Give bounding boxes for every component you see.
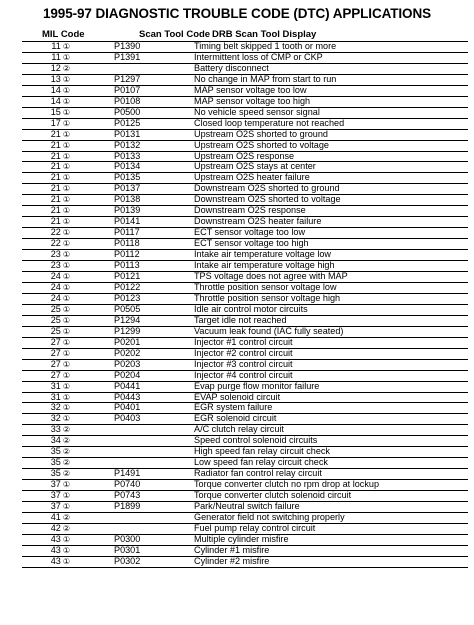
drb-display-text: Injector #4 control circuit bbox=[184, 370, 468, 381]
mil-code-cell bbox=[22, 63, 74, 74]
mil-code-cell bbox=[22, 337, 74, 348]
table-row bbox=[22, 480, 468, 491]
mil-code: 21 bbox=[50, 194, 61, 205]
scan-tool-code: P0118 bbox=[74, 239, 184, 250]
mil-code-cell bbox=[22, 359, 74, 370]
header-scan-tool-code: Scan Tool Code bbox=[139, 29, 211, 40]
table-row bbox=[22, 556, 468, 567]
table-row bbox=[22, 502, 468, 513]
table-row bbox=[22, 359, 468, 370]
mil-code: 24 bbox=[50, 282, 61, 292]
footnote-marker: ① bbox=[62, 337, 70, 347]
table-row bbox=[22, 173, 468, 184]
table-row bbox=[22, 436, 468, 447]
footnote-marker: ① bbox=[62, 74, 70, 84]
footnote-marker: ① bbox=[62, 392, 70, 402]
scan-tool-code: P0134 bbox=[74, 162, 184, 173]
table-row bbox=[22, 96, 468, 107]
table-row bbox=[22, 293, 468, 304]
scan-tool-code: P0107 bbox=[74, 85, 184, 96]
footnote-marker: ② bbox=[62, 447, 70, 457]
scan-tool-code: P0131 bbox=[74, 129, 184, 140]
table-row bbox=[22, 162, 468, 173]
footnote-marker: ① bbox=[62, 118, 70, 128]
table-row bbox=[22, 118, 468, 129]
mil-code-cell bbox=[22, 42, 74, 53]
drb-display-text: A/C clutch relay circuit bbox=[184, 425, 468, 436]
footnote-marker: ① bbox=[62, 304, 70, 314]
drb-display-text: Intermittent loss of CMP or CKP bbox=[184, 52, 468, 63]
mil-code-cell bbox=[22, 195, 74, 206]
table-row bbox=[22, 85, 468, 96]
scan-tool-code: P1390 bbox=[74, 42, 184, 53]
drb-display-text: Fuel pump relay control circuit bbox=[184, 523, 468, 534]
scan-tool-code: P0121 bbox=[74, 272, 184, 283]
mil-code-cell bbox=[22, 469, 74, 480]
table-row bbox=[22, 217, 468, 228]
mil-code-cell bbox=[22, 118, 74, 129]
table-row bbox=[22, 63, 468, 74]
drb-display-text: Target idle not reached bbox=[184, 315, 468, 326]
mil-code: 14 bbox=[50, 96, 61, 106]
mil-code-cell bbox=[22, 491, 74, 502]
mil-code: 27 bbox=[50, 337, 61, 347]
mil-code-cell bbox=[22, 326, 74, 337]
footnote-marker: ① bbox=[62, 326, 70, 336]
mil-code-cell bbox=[22, 304, 74, 315]
footnote-marker: ① bbox=[62, 261, 70, 271]
mil-code: 23 bbox=[50, 249, 61, 260]
table-row bbox=[22, 348, 468, 359]
mil-code-cell bbox=[22, 96, 74, 107]
mil-code: 42 bbox=[50, 523, 61, 533]
mil-code-cell bbox=[22, 239, 74, 250]
footnote-marker: ① bbox=[62, 206, 70, 216]
mil-code: 21 bbox=[50, 161, 61, 172]
mil-code-cell bbox=[22, 293, 74, 304]
footnote-marker: ② bbox=[62, 436, 70, 446]
footnote-marker: ① bbox=[62, 293, 70, 303]
drb-display-text: Injector #1 control circuit bbox=[184, 337, 468, 348]
scan-tool-code bbox=[74, 447, 184, 458]
mil-code: 21 bbox=[50, 172, 61, 183]
mil-code: 35 bbox=[50, 457, 61, 468]
footnote-marker: ① bbox=[62, 162, 70, 172]
scan-tool-code: P1297 bbox=[74, 74, 184, 85]
scan-tool-code: P0138 bbox=[74, 195, 184, 206]
footnote-marker: ① bbox=[62, 173, 70, 183]
footnote-marker: ① bbox=[62, 403, 70, 413]
table-row bbox=[22, 140, 468, 151]
footnote-marker: ① bbox=[62, 228, 70, 238]
table-row bbox=[22, 512, 468, 523]
footnote-marker: ② bbox=[62, 469, 70, 479]
footnote-marker: ① bbox=[62, 107, 70, 117]
table-row bbox=[22, 491, 468, 502]
scan-tool-code: P0301 bbox=[74, 545, 184, 556]
drb-display-text: EGR solenoid circuit bbox=[184, 414, 468, 425]
drb-display-text: Cylinder #2 misfire bbox=[184, 556, 468, 567]
mil-code-cell bbox=[22, 534, 74, 545]
drb-display-text: ECT sensor voltage too high bbox=[184, 239, 468, 250]
mil-code-cell bbox=[22, 261, 74, 272]
mil-code-cell bbox=[22, 173, 74, 184]
mil-code-cell bbox=[22, 52, 74, 63]
scan-tool-code: P1491 bbox=[74, 469, 184, 480]
scan-tool-code: P0113 bbox=[74, 261, 184, 272]
mil-code-cell bbox=[22, 228, 74, 239]
scan-tool-code: P0500 bbox=[74, 107, 184, 118]
footnote-marker: ① bbox=[62, 545, 70, 555]
drb-display-text: ECT sensor voltage too low bbox=[184, 228, 468, 239]
footnote-marker: ② bbox=[62, 425, 70, 435]
footnote-marker: ① bbox=[62, 480, 70, 490]
scan-tool-code: P0201 bbox=[74, 337, 184, 348]
mil-code: 43 bbox=[50, 556, 61, 566]
drb-display-text: No vehicle speed sensor signal bbox=[184, 107, 468, 118]
footnote-marker: ① bbox=[62, 85, 70, 95]
mil-code-cell bbox=[22, 217, 74, 228]
scan-tool-code: P0132 bbox=[74, 140, 184, 151]
table-row bbox=[22, 370, 468, 381]
scan-tool-code bbox=[74, 425, 184, 436]
mil-code-cell bbox=[22, 140, 74, 151]
mil-code-cell bbox=[22, 162, 74, 173]
mil-code-cell bbox=[22, 184, 74, 195]
table-row bbox=[22, 129, 468, 140]
footnote-marker: ① bbox=[62, 315, 70, 325]
drb-display-text: Downstream O2S heater failure bbox=[184, 217, 468, 228]
footnote-marker: ① bbox=[62, 195, 70, 205]
table-row bbox=[22, 282, 468, 293]
footnote-marker: ② bbox=[62, 63, 70, 73]
mil-code: 34 bbox=[50, 435, 61, 446]
mil-code: 21 bbox=[50, 183, 61, 194]
mil-code: 27 bbox=[50, 370, 61, 380]
mil-code: 27 bbox=[50, 359, 61, 369]
table-row bbox=[22, 315, 468, 326]
scan-tool-code: P0441 bbox=[74, 381, 184, 392]
drb-display-text: Downstream O2S response bbox=[184, 206, 468, 217]
footnote-marker: ① bbox=[62, 239, 70, 249]
mil-code-cell bbox=[22, 206, 74, 217]
dtc-table bbox=[22, 41, 468, 568]
mil-code-cell bbox=[22, 381, 74, 392]
drb-display-text: Battery disconnect bbox=[184, 63, 468, 74]
mil-code: 32 bbox=[50, 402, 61, 413]
scan-tool-code: P0133 bbox=[74, 151, 184, 162]
mil-code-cell bbox=[22, 282, 74, 293]
table-row bbox=[22, 425, 468, 436]
scan-tool-code: P1391 bbox=[74, 52, 184, 63]
mil-code: 12 bbox=[50, 63, 61, 73]
footnote-marker: ② bbox=[62, 458, 70, 468]
scan-tool-code: P0740 bbox=[74, 480, 184, 491]
table-row bbox=[22, 403, 468, 414]
scan-tool-code: P1294 bbox=[74, 315, 184, 326]
scan-tool-code: P0123 bbox=[74, 293, 184, 304]
drb-display-text: Radiator fan control relay circuit bbox=[184, 469, 468, 480]
table-row bbox=[22, 261, 468, 272]
drb-display-text: MAP sensor voltage too high bbox=[184, 96, 468, 107]
drb-display-text: Torque converter clutch no rpm drop at lockup bbox=[184, 480, 468, 491]
mil-code-cell bbox=[22, 556, 74, 567]
mil-code: 23 bbox=[50, 260, 61, 271]
drb-display-text: Torque converter clutch solenoid circuit bbox=[184, 491, 468, 502]
table-row bbox=[22, 534, 468, 545]
mil-code: 43 bbox=[50, 545, 61, 555]
drb-display-text: Throttle position sensor voltage high bbox=[184, 293, 468, 304]
footnote-marker: ① bbox=[62, 184, 70, 194]
mil-code-cell bbox=[22, 425, 74, 436]
scan-tool-code: P0401 bbox=[74, 403, 184, 414]
drb-display-text: No change in MAP from start to run bbox=[184, 74, 468, 85]
mil-code: 15 bbox=[50, 107, 61, 117]
drb-display-text: Closed loop temperature not reached bbox=[184, 118, 468, 129]
drb-display-text: Vacuum leak found (IAC fully seated) bbox=[184, 326, 468, 337]
mil-code-cell bbox=[22, 512, 74, 523]
mil-code-cell bbox=[22, 272, 74, 283]
table-row bbox=[22, 545, 468, 556]
mil-code-cell bbox=[22, 502, 74, 513]
mil-code: 35 bbox=[50, 446, 61, 457]
drb-display-text: Upstream O2S heater failure bbox=[184, 173, 468, 184]
footnote-marker: ① bbox=[62, 217, 70, 227]
drb-display-text: EVAP solenoid circuit bbox=[184, 392, 468, 403]
drb-display-text: Upstream O2S response bbox=[184, 151, 468, 162]
footnote-marker: ① bbox=[62, 348, 70, 358]
mil-code: 27 bbox=[50, 348, 61, 358]
scan-tool-code: P0443 bbox=[74, 392, 184, 403]
table-row bbox=[22, 414, 468, 425]
mil-code: 37 bbox=[50, 501, 61, 512]
mil-code-cell bbox=[22, 403, 74, 414]
drb-display-text: Upstream O2S stays at center bbox=[184, 162, 468, 173]
footnote-marker: ① bbox=[62, 370, 70, 380]
table-row bbox=[22, 206, 468, 217]
footnote-marker: ① bbox=[62, 556, 70, 566]
footnote-marker: ① bbox=[62, 502, 70, 512]
footnote-marker: ① bbox=[62, 414, 70, 424]
mil-code: 22 bbox=[50, 227, 61, 238]
table-row bbox=[22, 272, 468, 283]
scan-tool-code: P0141 bbox=[74, 217, 184, 228]
table-row bbox=[22, 337, 468, 348]
drb-display-text: Timing belt skipped 1 tooth or more bbox=[184, 42, 468, 53]
footnote-marker: ① bbox=[62, 272, 70, 282]
drb-display-text: Multiple cylinder misfire bbox=[184, 534, 468, 545]
table-row bbox=[22, 469, 468, 480]
mil-code-cell bbox=[22, 392, 74, 403]
scan-tool-code bbox=[74, 512, 184, 523]
scan-tool-code bbox=[74, 458, 184, 469]
footnote-marker: ① bbox=[62, 381, 70, 391]
mil-code-cell bbox=[22, 436, 74, 447]
mil-code: 13 bbox=[50, 74, 61, 84]
scan-tool-code: P0108 bbox=[74, 96, 184, 107]
table-row bbox=[22, 195, 468, 206]
footnote-marker: ① bbox=[62, 534, 70, 544]
table-row bbox=[22, 107, 468, 118]
footnote-marker: ① bbox=[62, 359, 70, 369]
drb-display-text: Intake air temperature voltage high bbox=[184, 261, 468, 272]
scan-tool-code: P0135 bbox=[74, 173, 184, 184]
mil-code: 32 bbox=[50, 413, 61, 424]
footnote-marker: ① bbox=[62, 140, 70, 150]
mil-code: 21 bbox=[50, 140, 61, 150]
mil-code: 33 bbox=[50, 424, 61, 435]
mil-code: 25 bbox=[50, 315, 61, 325]
mil-code: 11 bbox=[51, 52, 61, 62]
drb-display-text: Upstream O2S shorted to voltage bbox=[184, 140, 468, 151]
footnote-marker: ① bbox=[62, 491, 70, 501]
scan-tool-code: P0403 bbox=[74, 414, 184, 425]
header-mil-code: MIL Code bbox=[42, 29, 85, 40]
mil-code: 21 bbox=[50, 129, 61, 139]
drb-display-text: Throttle position sensor voltage low bbox=[184, 282, 468, 293]
drb-display-text: Intake air temperature voltage low bbox=[184, 250, 468, 261]
footnote-marker: ① bbox=[62, 52, 70, 62]
scan-tool-code: P0505 bbox=[74, 304, 184, 315]
scan-tool-code: P0137 bbox=[74, 184, 184, 195]
mil-code-cell bbox=[22, 447, 74, 458]
scan-tool-code bbox=[74, 63, 184, 74]
footnote-marker: ② bbox=[62, 523, 70, 533]
scan-tool-code: P0122 bbox=[74, 282, 184, 293]
footnote-marker: ① bbox=[62, 282, 70, 292]
drb-display-text: Injector #2 control circuit bbox=[184, 348, 468, 359]
mil-code: 31 bbox=[50, 381, 61, 391]
header-drb-display: DRB Scan Tool Display bbox=[212, 29, 317, 40]
mil-code: 17 bbox=[50, 118, 61, 128]
mil-code: 24 bbox=[50, 271, 61, 282]
mil-code-cell bbox=[22, 74, 74, 85]
scan-tool-code: P0112 bbox=[74, 250, 184, 261]
mil-code: 35 bbox=[50, 468, 61, 479]
drb-display-text: Speed control solenoid circuits bbox=[184, 436, 468, 447]
mil-code: 21 bbox=[50, 216, 61, 227]
drb-display-text: Downstream O2S shorted to voltage bbox=[184, 195, 468, 206]
mil-code-cell bbox=[22, 458, 74, 469]
drb-display-text: EGR system failure bbox=[184, 403, 468, 414]
table-row bbox=[22, 326, 468, 337]
footnote-marker: ① bbox=[62, 42, 70, 51]
drb-display-text: Idle air control motor circuits bbox=[184, 304, 468, 315]
footnote-marker: ① bbox=[62, 151, 70, 161]
drb-display-text: Cylinder #1 misfire bbox=[184, 545, 468, 556]
drb-display-text: Downstream O2S shorted to ground bbox=[184, 184, 468, 195]
scan-tool-code: P0202 bbox=[74, 348, 184, 359]
drb-display-text: TPS voltage does not agree with MAP bbox=[184, 272, 468, 283]
drb-display-text: Park/Neutral switch failure bbox=[184, 502, 468, 513]
table-row bbox=[22, 151, 468, 162]
mil-code: 43 bbox=[50, 534, 61, 544]
table-row bbox=[22, 52, 468, 63]
mil-code: 41 bbox=[50, 512, 61, 522]
footnote-marker: ① bbox=[62, 96, 70, 106]
mil-code-cell bbox=[22, 348, 74, 359]
drb-display-text: Evap purge flow monitor failure bbox=[184, 381, 468, 392]
mil-code: 25 bbox=[50, 304, 61, 314]
scan-tool-code: P0302 bbox=[74, 556, 184, 567]
mil-code-cell bbox=[22, 414, 74, 425]
scan-tool-code: P1899 bbox=[74, 502, 184, 513]
drb-display-text: Low speed fan relay circuit check bbox=[184, 458, 468, 469]
mil-code-cell bbox=[22, 129, 74, 140]
mil-code-cell bbox=[22, 315, 74, 326]
table-row bbox=[22, 304, 468, 315]
scan-tool-code: P1299 bbox=[74, 326, 184, 337]
mil-code: 21 bbox=[50, 151, 61, 161]
mil-code: 37 bbox=[50, 490, 61, 501]
table-row bbox=[22, 447, 468, 458]
mil-code-cell bbox=[22, 250, 74, 261]
drb-display-text: Upstream O2S shorted to ground bbox=[184, 129, 468, 140]
scan-tool-code bbox=[74, 436, 184, 447]
scan-tool-code: P0125 bbox=[74, 118, 184, 129]
scan-tool-code bbox=[74, 523, 184, 534]
mil-code-cell bbox=[22, 480, 74, 491]
scan-tool-code: P0203 bbox=[74, 359, 184, 370]
table-row bbox=[22, 250, 468, 261]
footnote-marker: ① bbox=[62, 129, 70, 139]
mil-code: 22 bbox=[50, 238, 61, 249]
page-title: 1995-97 DIAGNOSTIC TROUBLE CODE (DTC) APPLICATIONS bbox=[42, 6, 432, 21]
table-row bbox=[22, 228, 468, 239]
footnote-marker: ② bbox=[62, 512, 70, 522]
mil-code: 31 bbox=[50, 392, 61, 402]
table-row bbox=[22, 523, 468, 534]
mil-code: 21 bbox=[50, 205, 61, 216]
mil-code: 14 bbox=[50, 85, 61, 95]
mil-code-cell bbox=[22, 545, 74, 556]
table-row bbox=[22, 239, 468, 250]
mil-code: 24 bbox=[50, 293, 61, 303]
drb-display-text: MAP sensor voltage too low bbox=[184, 85, 468, 96]
scan-tool-code: P0117 bbox=[74, 228, 184, 239]
mil-code-cell bbox=[22, 85, 74, 96]
table-row bbox=[22, 42, 468, 53]
drb-display-text: Injector #3 control circuit bbox=[184, 359, 468, 370]
mil-code: 37 bbox=[50, 479, 61, 490]
footnote-marker: ① bbox=[62, 250, 70, 260]
scan-tool-code: P0139 bbox=[74, 206, 184, 217]
table-row bbox=[22, 392, 468, 403]
mil-code: 11 bbox=[51, 41, 61, 51]
mil-code-cell bbox=[22, 523, 74, 534]
table-row bbox=[22, 184, 468, 195]
table-row bbox=[22, 458, 468, 469]
table-row bbox=[22, 74, 468, 85]
drb-display-text: High speed fan relay circuit check bbox=[184, 447, 468, 458]
scan-tool-code: P0204 bbox=[74, 370, 184, 381]
table-row bbox=[22, 381, 468, 392]
column-headers bbox=[22, 29, 468, 40]
mil-code-cell bbox=[22, 151, 74, 162]
scan-tool-code: P0300 bbox=[74, 534, 184, 545]
scan-tool-code: P0743 bbox=[74, 491, 184, 502]
mil-code-cell bbox=[22, 107, 74, 118]
drb-display-text: Generator field not switching properly bbox=[184, 512, 468, 523]
mil-code-cell bbox=[22, 370, 74, 381]
mil-code: 25 bbox=[50, 326, 61, 336]
